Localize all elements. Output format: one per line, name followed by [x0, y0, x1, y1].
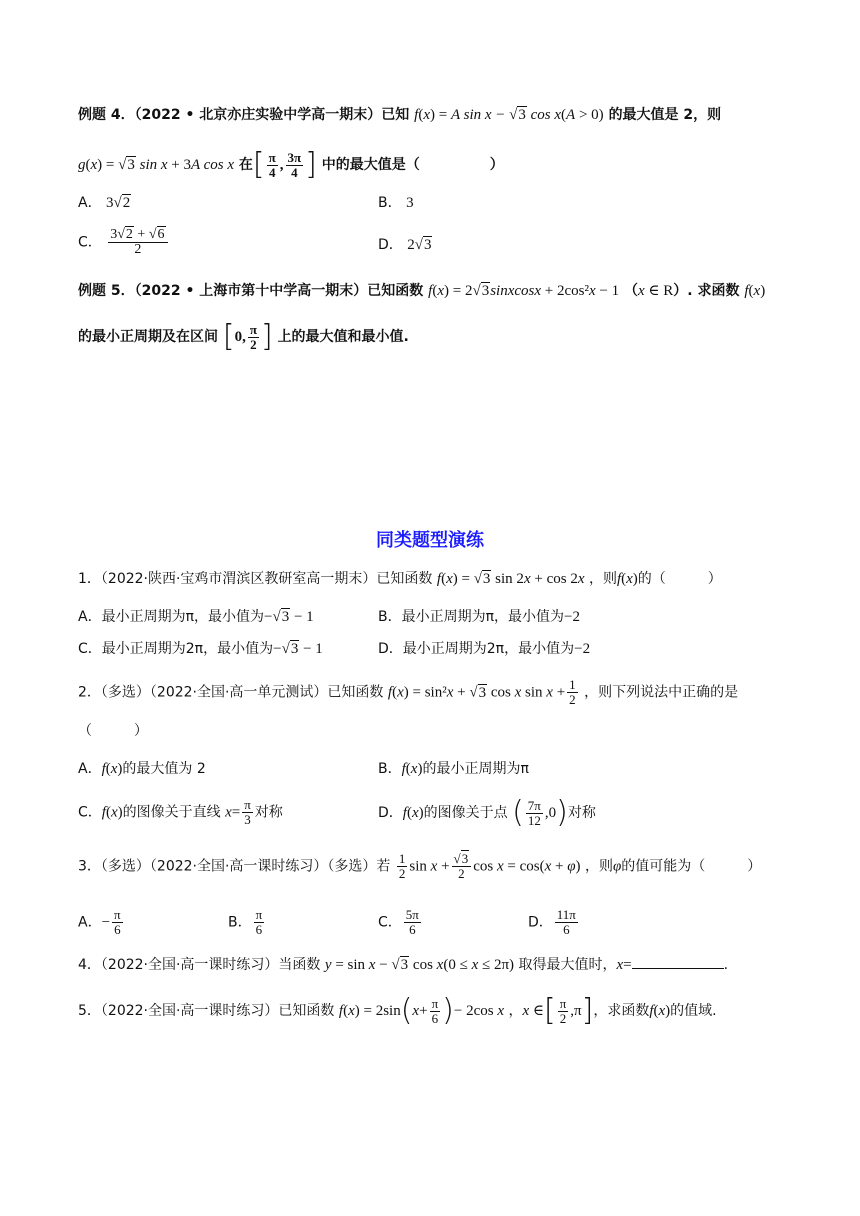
option-text: B．最小正周期为π，最小值为 [378, 609, 565, 625]
question-1-option-b: B．最小正周期为π，最小值为−2 [378, 609, 581, 625]
option-label: D． [378, 237, 403, 253]
question-2-option-c: C．f(x)的图像关于直线 x= $\frac{\pi}{3}$ 对称 [78, 797, 283, 827]
question-2: 2．（多选）（2022·全国·高一单元测试）已知函数 f(x) = sin²x + √3 cos x sin x + $\frac{1}{2}$ ，则下列说法中正确的是 [78, 677, 739, 707]
option-text-end: 对称 [567, 805, 596, 821]
option-text: A．最小正周期为π，最小值为 [78, 609, 265, 625]
example-4-option-b [378, 192, 414, 214]
question-5-mid: ， [508, 1003, 523, 1019]
example-5-mid: （ [623, 283, 638, 299]
question-1-mid: ，则 [588, 571, 617, 587]
section-title: 同类题型演练 [376, 530, 484, 551]
example-4-option-a: A． 3√2 [78, 195, 131, 211]
example-4-line-2: g(x) = √3 sin x + 3A cos x 在[ $\frac{\pi}{4}$ , $\frac{3\pi}{4}$ ] 中的最大值是（ ） [78, 147, 504, 182]
option-label: B． [378, 195, 402, 211]
question-1-prefix: 1．（2022·陕西·宝鸡市渭滨区教研室高一期末）已知函数 [78, 571, 433, 587]
question-4-mid: 取得最大值时， [518, 957, 617, 973]
option-label: A． [78, 195, 102, 211]
question-1-option-a: A．最小正周期为π，最小值为−√3 − 1 [78, 609, 314, 625]
question-2-prefix: 2．（多选）（2022·全国·高一单元测试）已知函数 [78, 684, 384, 701]
example-5-mid2: ）. 求函数 [673, 283, 740, 299]
example-5-line-2a: 的最小正周期及在区间 [78, 329, 218, 345]
question-3-tail: ，则 [584, 858, 613, 875]
option-value: 3 [406, 195, 414, 211]
question-3-option-c: C． $\frac{5\pi}{6}$ [378, 907, 419, 937]
example-4-option-c: C． $\frac{3√2 + √6}{2}$ [78, 228, 170, 257]
option-text: D．最小正周期为2π，最小值为 [378, 641, 575, 657]
question-3-prefix: 3．（多选）（2022·全国·高一课时练习）（多选）若 [78, 858, 391, 875]
question-5-prefix: 5．（2022·全国·高一课时练习）已知函数 [78, 1003, 335, 1019]
example-4-line-1 [78, 104, 721, 126]
option-text: 的最大值为 2 [122, 761, 206, 777]
example-5-line-2: 的最小正周期及在区间 [0, $\frac{\pi}{2}$ ] 上的最大值和最小值. [78, 319, 409, 354]
formula-f5: f(x) = 2√3sinxcosx + 2cos²x − 1 [428, 283, 620, 299]
example-5-line-1: 例题 5．（2022 • 上海市第十中学高一期末）已知函数 f(x) = 2√3sinxcosx + 2cos²x − 1 （x ∈ R）. 求函数 f(x) [78, 283, 766, 299]
question-2-paren: （ ） [78, 723, 148, 739]
example-4-line-2-tail: 中的最大值是（ ） [321, 157, 504, 173]
formula-f: f(x) = A sin x − √3 cos x(A > 0) [414, 107, 604, 123]
question-2-option-b: B．f(x)的最小正周期为π [378, 761, 529, 777]
example-4-mid: 的最大值是 2，则 [608, 107, 722, 123]
question-2-option-d: D．f(x)的图像关于点 ( $\frac{7\pi}{12}$ ,0)对称 [378, 795, 596, 830]
question-5-tail2: 的值域. [670, 1003, 717, 1019]
example-5-line-2b: 上的最大值和最小值. [277, 329, 409, 345]
option-text: 的图像关于直线 [122, 804, 221, 821]
question-3: 3．（多选）（2022·全国·高一课时练习）（多选）若 $\frac{1}{2}$ sin x + $\frac{√3}{2}$ cos x = cos(x + φ) ，则φ的值可能为（ ） [78, 851, 762, 881]
option-text-end: 对称 [254, 804, 283, 821]
question-3-option-a: A．− $\frac{\pi}{6}$ [78, 907, 121, 937]
question-2-option-a: A．f(x)的最大值为 2 [78, 761, 206, 777]
option-text: 的图像关于点 [423, 805, 508, 821]
option-label: C． [78, 234, 102, 251]
question-5: 5．（2022·全国·高一课时练习）已知函数 f(x) = 2sin(x+ $\frac{\pi}{6}$ )− 2cos x ，x ∈[ $\frac{\pi}{2}$ ,π]，求函数f(x)的值域. [78, 993, 717, 1028]
question-1-tail: 的（ ） [637, 571, 722, 587]
question-4: 4．（2022·全国·高一课时练习）当函数 y = sin x − √3 cos x(0 ≤ x ≤ 2π) 取得最大值时，x= . [78, 954, 728, 976]
option-text: 的最小正周期为π [422, 761, 529, 777]
example-4-option-d: D． 2√3 [378, 237, 432, 253]
example-5-prefix: 例题 5．（2022 • 上海市第十中学高一期末）已知函数 [78, 283, 424, 299]
option-text: C．最小正周期为2π，最小值为 [78, 641, 274, 657]
answer-blank[interactable] [632, 954, 724, 969]
question-1-option-c: C．最小正周期为2π，最小值为−√3 − 1 [78, 641, 323, 657]
question-3-option-d: D． $\frac{11\pi}{6}$ [528, 907, 576, 937]
question-4-tail: . [723, 957, 729, 973]
question-5-tail: ，求函数 [593, 1003, 650, 1019]
example-4-prefix: 例题 4．（2022 • 北京亦庄实验中学高一期末）已知 [78, 107, 410, 123]
question-1: 1．（2022·陕西·宝鸡市渭滨区教研室高一期末）已知函数 f(x) = √3 sin 2x + cos 2x ，则f(x)的（ ） [78, 571, 722, 587]
question-4-prefix: 4．（2022·全国·高一课时练习）当函数 [78, 957, 321, 973]
question-3-tail2: 的值可能为（ ） [621, 858, 762, 875]
question-3-option-b: B． $\frac{\pi}{6}$ [228, 907, 263, 937]
question-2-tail: ，则下列说法中正确的是 [584, 684, 739, 701]
question-1-option-d: D．最小正周期为2π，最小值为−2 [378, 641, 591, 657]
formula-g: g(x) = √3 sin x + 3A cos x [78, 157, 235, 173]
